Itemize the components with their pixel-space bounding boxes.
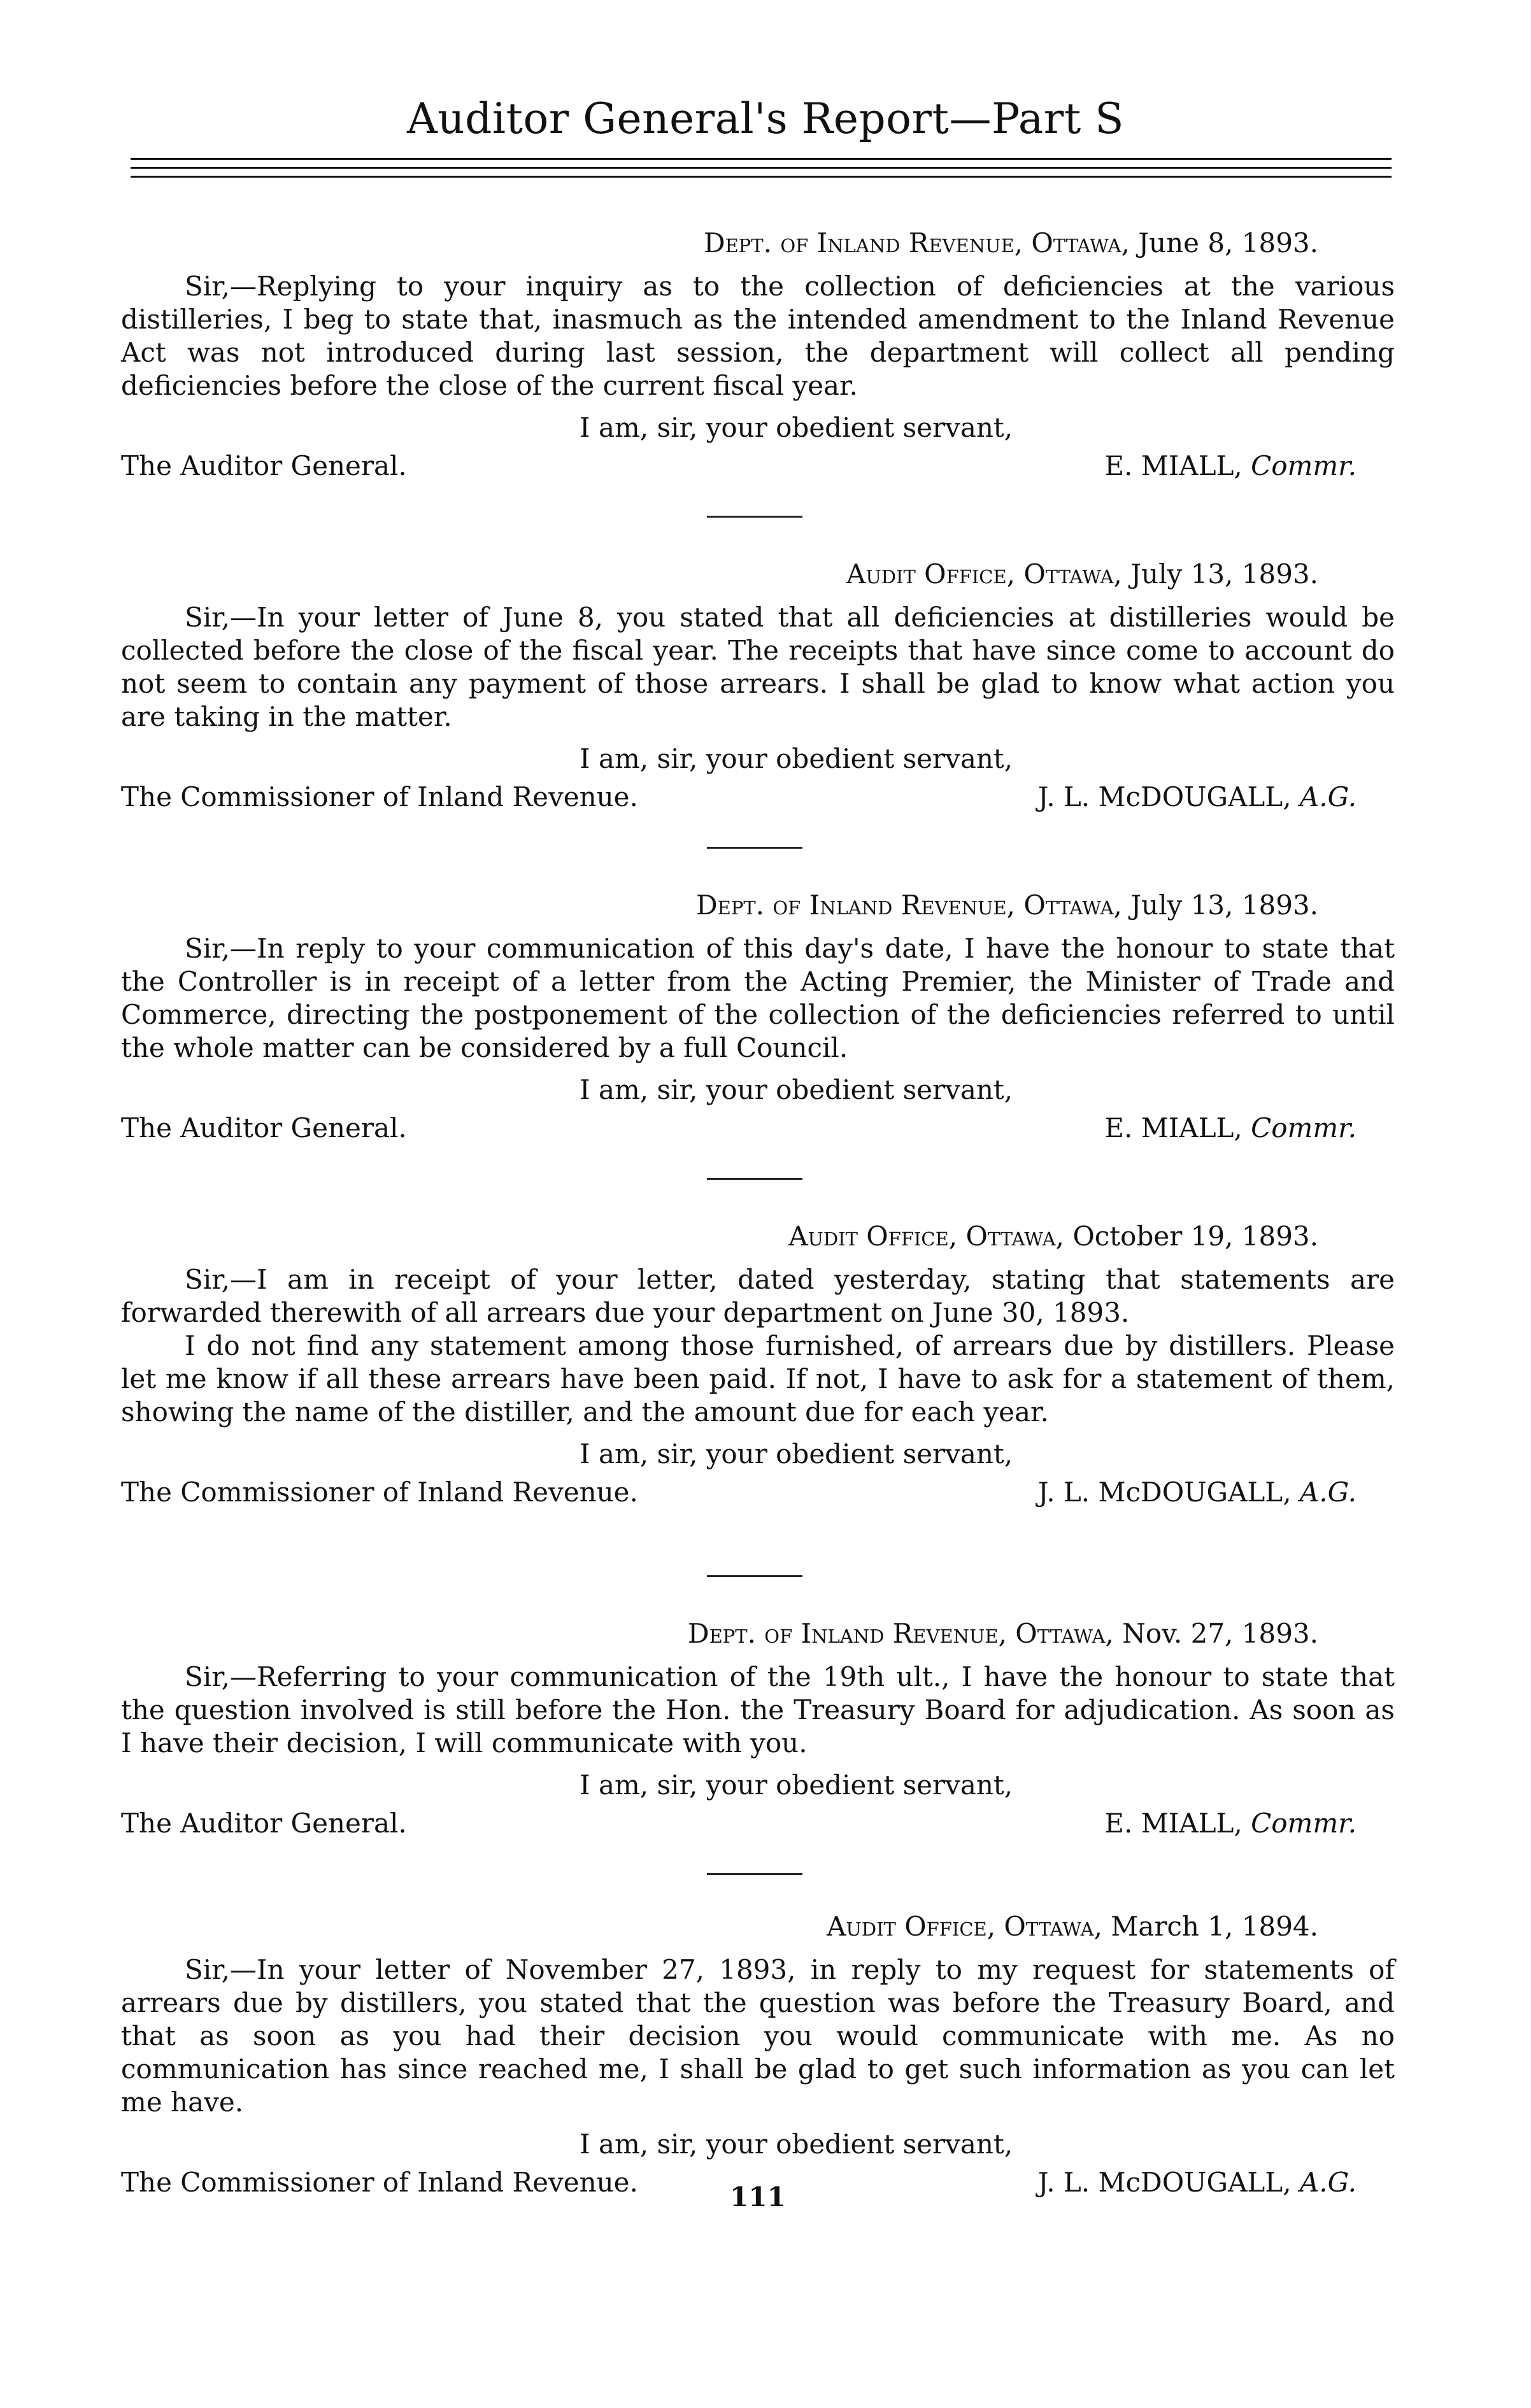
signatory-title: Commr. (1251, 1112, 1357, 1144)
letter-signature (1038, 1476, 1357, 1509)
letter-dateline (121, 227, 1395, 260)
signatory-title: A.G. (1299, 781, 1357, 812)
letter-5 (121, 1617, 1395, 1843)
letter-signature (1038, 781, 1357, 814)
header-rule-bottom (131, 176, 1392, 178)
signatory-title: Commr. (1251, 450, 1357, 481)
signatory-name: J. L. McDOUGALL, (1037, 1477, 1292, 1508)
letter-dateline (121, 1617, 1395, 1650)
letter-addressee: The Auditor General. (121, 1112, 407, 1144)
letter-2 (121, 558, 1395, 816)
letter-dateline (121, 889, 1395, 922)
letter-closing: I am, sir, your obedient servant, (580, 1074, 1013, 1105)
signature-row (121, 1112, 1395, 1147)
dateline-place: Dept. of Inland Revenue, Ottawa, (695, 889, 1122, 921)
signatory-title: Commr. (1251, 1808, 1357, 1839)
letter-closing: I am, sir, your obedient servant, (580, 1438, 1013, 1470)
letter-paragraph: Sir,—Replying to your inquiry as to the collection of deficiencies at the various distilleries, I beg to state that, inasmuch as the intended amendment to the Inland Revenue Act was not introduced during last session, the department will collect all pending deficiencies before the close of the current fiscal year. (121, 271, 1395, 401)
letter-separator (707, 516, 802, 518)
letter-addressee: The Auditor General. (121, 450, 407, 481)
letter-separator (707, 1873, 802, 1875)
letter-addressee: The Commissioner of Inland Revenue. (121, 2167, 638, 2198)
letter-signature (1104, 450, 1357, 483)
dateline-date: Nov. 27, 1893. (1122, 1618, 1318, 1649)
dateline-place: Dept. of Inland Revenue, Ottawa, (703, 227, 1130, 259)
letter-separator (707, 1575, 802, 1577)
letter-1 (121, 227, 1395, 485)
dateline-date: October 19, 1893. (1072, 1221, 1318, 1252)
signatory-title: A.G. (1299, 1477, 1357, 1508)
signature-row (121, 1476, 1395, 1512)
letter-dateline (121, 558, 1395, 591)
letter-paragraph: Sir,—I am in receipt of your letter, dated yesterday, stating that statements are forwarded therewith of all arrears due your department on June 30, 1893. (121, 1264, 1395, 1328)
dateline-date: July 13, 1893. (1130, 889, 1318, 921)
letter-dateline (121, 1220, 1395, 1253)
dateline-date: July 13, 1893. (1130, 558, 1318, 590)
signatory-name: E. MIALL, (1104, 1808, 1243, 1839)
letter-paragraph: Sir,—In your letter of June 8, you stated that all deficiencies at distilleries would be collected before the close of the fiscal year. The receipts that have since come to account do not seem to contain any payment of those arrears. I shall be glad to know what action you are taking in the matter. (121, 602, 1395, 732)
signatory-name: J. L. McDOUGALL, (1037, 2167, 1292, 2198)
letter-6 (121, 1910, 1395, 2202)
letter-paragraph: Sir,—Referring to your communication of the 19th ult., I have the honour to state that the question involved is still before the Hon. the Treasury Board for adjudication. As soon as I have their decision, I will communicate with you. (121, 1661, 1395, 1759)
letter-paragraph: Sir,—In your letter of November 27, 1893, in reply to my request for statements of arrears due by distillers, you stated that the question was before the Treasury Board, and that as soon as you had their decision you would communicate with me. As no communication has since reached me, I shall be glad to get such information as you can let me have. (121, 1954, 1395, 2118)
letter-4 (121, 1220, 1395, 1512)
dateline-place: Audit Office, Ottawa, (846, 558, 1122, 590)
letter-signature (1104, 1112, 1357, 1145)
letter-closing: I am, sir, your obedient servant, (580, 1769, 1013, 1801)
letter-paragraph: Sir,—In reply to your communication of this day's date, I have the honour to state that the Controller is in receipt of a letter from the Acting Premier, the Minister of Trade and Commerce, directing the postponement of the collection of the deficiencies referred to until the whole matter can be considered by a full Council. (121, 933, 1395, 1063)
dateline-place: Dept. of Inland Revenue, Ottawa, (687, 1618, 1114, 1649)
page-number: 111 (730, 2181, 786, 2213)
letter-separator (707, 847, 802, 849)
letter-dateline (121, 1910, 1395, 1943)
letter-3 (121, 889, 1395, 1147)
signature-row (121, 1807, 1395, 1843)
signatory-name: E. MIALL, (1104, 1112, 1243, 1144)
letter-addressee: The Commissioner of Inland Revenue. (121, 1477, 638, 1508)
letter-paragraph: I do not find any statement among those furnished, of arrears due by distillers. Please let me know if all these arrears have been paid. If not, I have to ask for a statement of them, showing the name of the distiller, and the amount due for each year. (121, 1330, 1395, 1427)
signature-row (121, 450, 1395, 485)
dateline-place: Audit Office, Ottawa, (827, 1911, 1102, 1942)
letter-addressee: The Auditor General. (121, 1808, 407, 1839)
header-rule-middle (131, 167, 1392, 169)
dateline-date: March 1, 1894. (1111, 1911, 1318, 1942)
signature-row (121, 781, 1395, 816)
letter-signature (1104, 1807, 1357, 1840)
signatory-name: E. MIALL, (1104, 450, 1243, 481)
dateline-place: Audit Office, Ottawa, (788, 1221, 1064, 1252)
dateline-date: June 8, 1893. (1138, 227, 1318, 259)
letter-closing: I am, sir, your obedient servant, (580, 412, 1013, 443)
header-rule-top (131, 158, 1392, 160)
signatory-name: J. L. McDOUGALL, (1037, 781, 1292, 812)
letter-closing: I am, sir, your obedient servant, (580, 743, 1013, 774)
letter-separator (707, 1178, 802, 1180)
letter-closing: I am, sir, your obedient servant, (580, 2128, 1013, 2160)
signatory-title: A.G. (1299, 2167, 1357, 2198)
letter-addressee: The Commissioner of Inland Revenue. (121, 781, 638, 812)
page-header-title: Auditor General's Report—Part S (406, 94, 1125, 143)
letter-signature (1038, 2166, 1357, 2199)
